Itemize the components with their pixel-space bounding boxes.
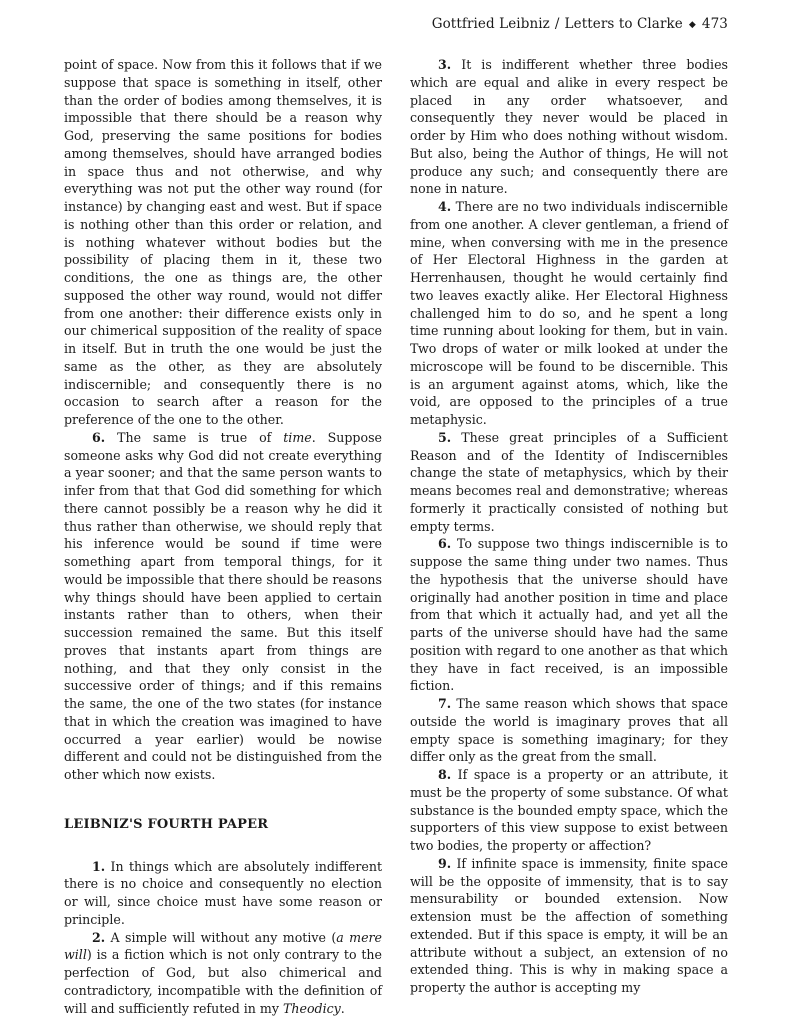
paragraph-number: 9. xyxy=(438,856,451,871)
paragraph-text: . Suppose someone asks why God did not create everything a year sooner; and that the same person wants to infer from that that God did something for which there cannot possibly be a reason why he did it thus rather than otherwise, we should reply that his inference would be sound if time were something apart from temporal things, for it would be impossible that there should be reasons why things should have been applied to certain instants rather than to others, when their succession remained the same. But this itself proves that instants apart from things are nothing, and that they only consist in the successive order of things; and if this remains the same, the one of the two states (for instance that in which the creation was imagined to have occurred a year earlier) would be nowise different and could not be distinguished from the other which now exists. xyxy=(64,430,382,782)
left-column xyxy=(64,56,382,1017)
paragraph-text: A simple will without any motive ( xyxy=(111,930,337,945)
paragraph-number: 6. xyxy=(438,536,451,551)
paragraph-number: 3. xyxy=(438,57,451,72)
paragraph-text: There are no two individuals indiscernible from one another. A clever gentleman, a friend of mine, when conversing with me in the presence of Her Electoral Highness in the garden at Herrenhausen, thought he would certainly find two leaves exactly alike. Her Electoral Highness challenged him to do so, and he spent a long time running about looking for them, but in vain. Two drops of water or milk looked at under the microscope will be found to be discernible. This is an argument against atoms, which, like the void, are opposed to the principles of a true metaphysic. xyxy=(410,199,728,427)
emphasis-mere-will: a mere will xyxy=(64,930,382,963)
paragraph-3 xyxy=(410,56,728,198)
paragraph-text: The same is true of xyxy=(117,430,283,445)
page-number: 473 xyxy=(702,16,728,32)
paragraph-number: 1. xyxy=(92,859,105,874)
header-author: Gottfried Leibniz xyxy=(432,16,550,32)
paragraph-7 xyxy=(410,695,728,766)
paragraph-8 xyxy=(410,766,728,855)
emphasis-theodicy: Theodicy xyxy=(283,1001,341,1016)
paragraph-9 xyxy=(410,855,728,997)
header-separator: / xyxy=(555,16,560,32)
paragraph-6 xyxy=(410,535,728,695)
right-column xyxy=(410,56,728,997)
diamond-ornament-icon: ◆ xyxy=(689,20,696,30)
paragraph-6-time xyxy=(64,429,382,784)
paragraph-text: The same reason which shows that space outside the world is imaginary proves that all empty space is something imaginary; for they differ only as the great from the small. xyxy=(410,696,728,764)
header-work-title: Letters to Clarke xyxy=(565,16,683,32)
paragraph-number: 4. xyxy=(438,199,451,214)
paragraph-4 xyxy=(410,198,728,429)
paragraph-text: It is indifferent whether three bodies which are equal and alike in every respect be placed in any order whatsoever, and consequently they never would be placed in order by Him who does nothing without wisdom. But also, being the Author of things, He will not produce any such; and consequently there are none in nature. xyxy=(410,57,728,196)
paragraph-text: ) is a fiction which is not only contrary to the perfection of God, but also chimerical and contradictory, incompatible with the definition of will and sufficiently refuted in my xyxy=(64,947,382,1015)
paragraph-number: 7. xyxy=(438,696,451,711)
paragraph-text: . xyxy=(341,1001,345,1016)
paragraph-number: 6. xyxy=(92,430,105,445)
paragraph-1 xyxy=(64,858,382,929)
paragraph-number: 2. xyxy=(92,930,105,945)
emphasis-time: time xyxy=(283,430,311,445)
paragraph-text: If infinite space is immensity, finite space will be the opposite of immensity, that is to say mensurability or bounded extension. Now extension must be the affection of something extended. But if this space is empty, it will be an attribute without a subject, an extension of no extended thing. This is why in making space a property the author is accepting my xyxy=(410,856,728,995)
running-head xyxy=(432,16,728,32)
paragraph-5 xyxy=(410,429,728,536)
paragraph-continued: point of space. Now from this it follows that if we suppose that space is something in itself, other than the order of bodies among themselves, it is impossible that there should be a reason why God, preserving the same positions for bodies among themselves, should have arranged bodies in space thus and not otherwise, and why everything was not put the other way round (for instance) by changing east and west. But if space is nothing other than this order or relation, and is nothing whatever without bodies but the possibility of placing them in it, these two conditions, the one as things are, the other supposed the other way round, would not differ from one another: their difference exists only in our chimerical supposition of the reality of space in itself. But in truth the one would be just the same as the other, as they are absolutely indiscernible; and consequently there is no occasion to search after a reason for the preference of the one to the other. xyxy=(64,56,382,429)
section-heading: LEIBNIZ'S FOURTH PAPER xyxy=(64,816,382,834)
paragraph-2 xyxy=(64,929,382,1017)
paragraph-text: To suppose two things indiscernible is to suppose the same thing under two names. Thus the hypothesis that the universe should have originally had another position in time and place from that which it actually had, and yet all the parts of the universe should have had the same position with regard to one another as that which they have in fact received, is an impossible fiction. xyxy=(410,536,728,693)
paragraph-number: 5. xyxy=(438,430,451,445)
paragraph-number: 8. xyxy=(438,767,451,782)
paragraph-text: In things which are absolutely indifferent there is no choice and consequently no election or will, since choice must have some reason or principle. xyxy=(64,859,382,927)
paragraph-text: If space is a property or an attribute, it must be the property of some substance. Of what substance is the bounded empty space, which the supporters of this view suppose to exist between two bodies, the property or affection? xyxy=(410,767,728,853)
paragraph-text: These great principles of a Sufficient Reason and of the Identity of Indiscernibles change the state of metaphysics, which by their means becomes real and demonstrative; whereas formerly it practically consisted of nothing but empty terms. xyxy=(410,430,728,534)
